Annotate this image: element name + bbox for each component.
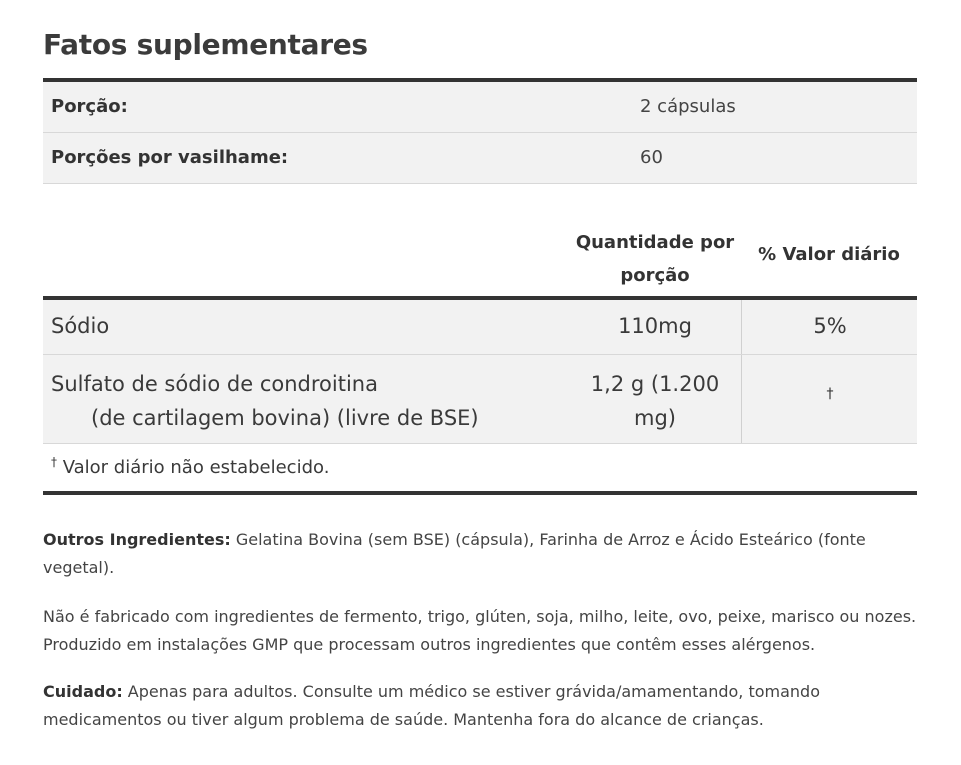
caution-paragraph bbox=[43, 678, 917, 734]
nutrient-daily-value-cell bbox=[741, 355, 918, 443]
nutrient-daily-value: † bbox=[826, 386, 834, 402]
serving-size-label: Porção: bbox=[51, 96, 128, 117]
allergen-paragraph: Não é fabricado com ingredientes de fermento, trigo, glúten, soja, milho, leite, ovo, peixe, marisco ou nozes. Produzido em instalações GMP que processam outros ingredientes que contêm esses alérgenos. bbox=[43, 607, 917, 654]
page-title: Fatos suplementares bbox=[43, 28, 368, 61]
serving-table bbox=[43, 78, 917, 184]
servings-per-container-row bbox=[43, 133, 917, 184]
table-row bbox=[43, 355, 917, 444]
table-row bbox=[43, 300, 917, 355]
nutrient-table bbox=[43, 296, 917, 444]
serving-size-value: 2 cápsulas bbox=[640, 96, 736, 117]
other-ingredients-paragraph bbox=[43, 526, 917, 582]
servings-per-container-label: Porções por vasilhame: bbox=[51, 147, 289, 168]
nutrient-name: Sódio bbox=[51, 314, 110, 338]
nutrient-table-header bbox=[43, 222, 917, 294]
caution-text: Apenas para adultos. Consulte um médico se estiver grávida/amamentando, tomando medicamentos ou tiver algum problema de saúde. Mantenha fora do alcance de crianças. bbox=[43, 682, 820, 729]
daily-value-header: % Valor diário bbox=[758, 244, 900, 265]
nutrient-name: Sulfato de sódio de condroitina bbox=[51, 372, 378, 396]
footnote-text: Valor diário não estabelecido. bbox=[57, 457, 330, 478]
nutrient-name-block bbox=[51, 367, 479, 435]
other-ingredients-label: Outros Ingredientes: bbox=[43, 530, 231, 549]
amount-per-serving-header: Quantidade por porção bbox=[575, 232, 735, 286]
nutrient-daily-value-cell bbox=[741, 300, 918, 354]
caution-label: Cuidado: bbox=[43, 682, 123, 701]
nutrient-amount: 1,2 g (1.200 mg) bbox=[590, 372, 720, 430]
daily-value-footnote bbox=[43, 443, 917, 495]
other-ingredients-text: Gelatina Bovina (sem BSE) (cápsula), Farinha de Arroz e Ácido Esteárico (fonte vegetal). bbox=[43, 530, 866, 577]
dagger-mark: † bbox=[51, 455, 57, 469]
nutrient-amount: 110mg bbox=[618, 314, 692, 338]
serving-size-row bbox=[43, 82, 917, 133]
nutrient-name-sub: (de cartilagem bovina) (livre de BSE) bbox=[91, 406, 479, 430]
servings-per-container-value: 60 bbox=[640, 147, 663, 168]
nutrient-daily-value: 5% bbox=[813, 314, 847, 338]
